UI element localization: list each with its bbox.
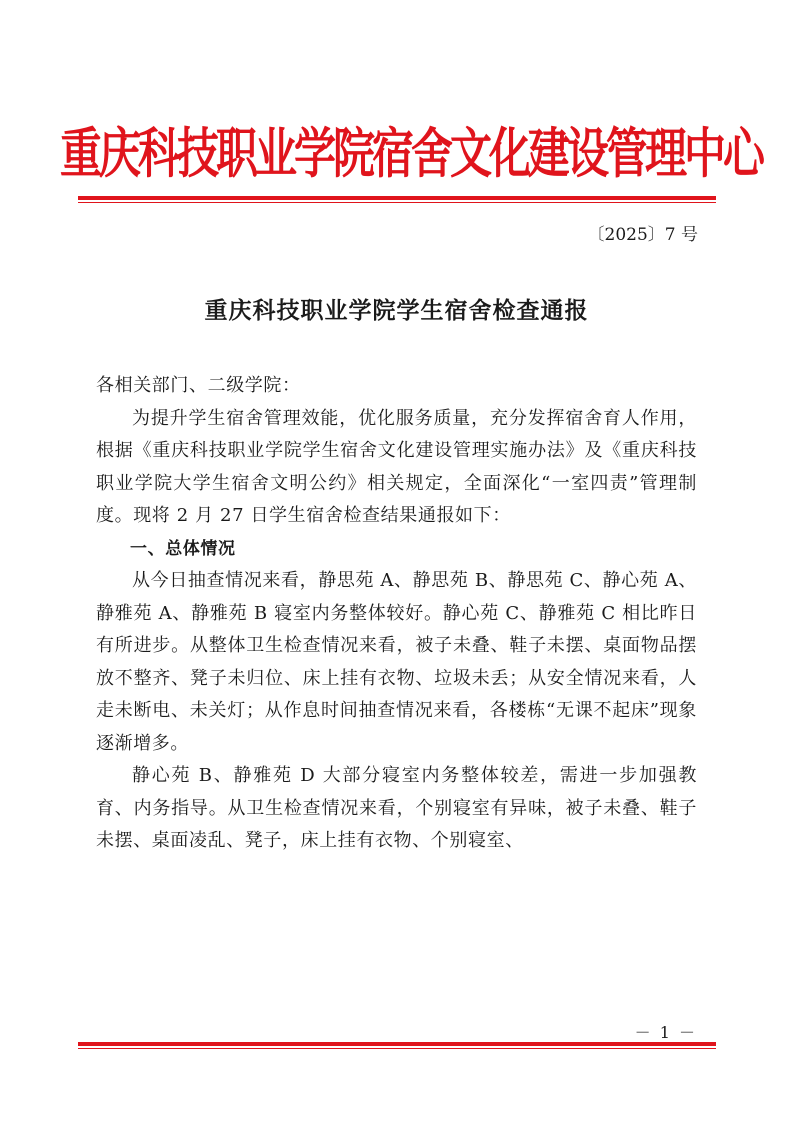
intro-paragraph: 为提升学生宿舍管理效能，优化服务质量，充分发挥宿舍育人作用，根据《重庆科技职业学院学生宿舍文化建设管理实施办法》及《重庆科技职业学院大学生宿舍文明公约》相关规定，全面深化“一室四责”管理制度。现将 2 月 27 日学生宿舍检查结果通报如下： xyxy=(96,407,697,526)
header-red-rule-thin xyxy=(78,202,716,203)
document-title: 重庆科技职业学院学生宿舍检查通报 xyxy=(204,297,589,324)
overall-paragraph-1: 从今日抽查情况来看，静思苑 A、静思苑 B、静思苑 C、静心苑 A、静雅苑 A、静雅苑 B 寝室内务整体较好。静心苑 C、静雅苑 C 相比昨日有所进步。从整体卫生检查情况来看，被子未叠、鞋子未摆、桌面物品摆放不整齐、凳子未归位、床上挂有衣物、垃圾未丢；从安全情况来看，人走未断电、未关灯；从作息时间抽查情况来看，各楼栋“无课不起床”现象逐渐增多。 xyxy=(96,570,697,754)
page-number: － 1 － xyxy=(634,1023,697,1042)
overall-paragraph-2: 静心苑 B、静雅苑 D 大部分寝室内务整体较差，需进一步加强教育、内务指导。从卫生检查情况来看，个别寝室有异味，被子未叠、鞋子未摆、桌面凌乱、凳子，床上挂有衣物、个别寝室、 xyxy=(96,765,697,851)
document-number: 〔2025〕7 号 xyxy=(587,225,698,245)
section-heading-overall: 一、总体情况 xyxy=(130,538,236,559)
salutation: 各相关部门、二级学院： xyxy=(96,375,301,396)
document-body xyxy=(96,370,697,858)
footer-red-rule-thin xyxy=(78,1048,716,1049)
masthead-title: 重庆科技职业学院宿舍文化建设管理中心 xyxy=(60,122,763,185)
footer-red-rule xyxy=(78,1042,716,1046)
header-red-rule xyxy=(78,196,716,200)
